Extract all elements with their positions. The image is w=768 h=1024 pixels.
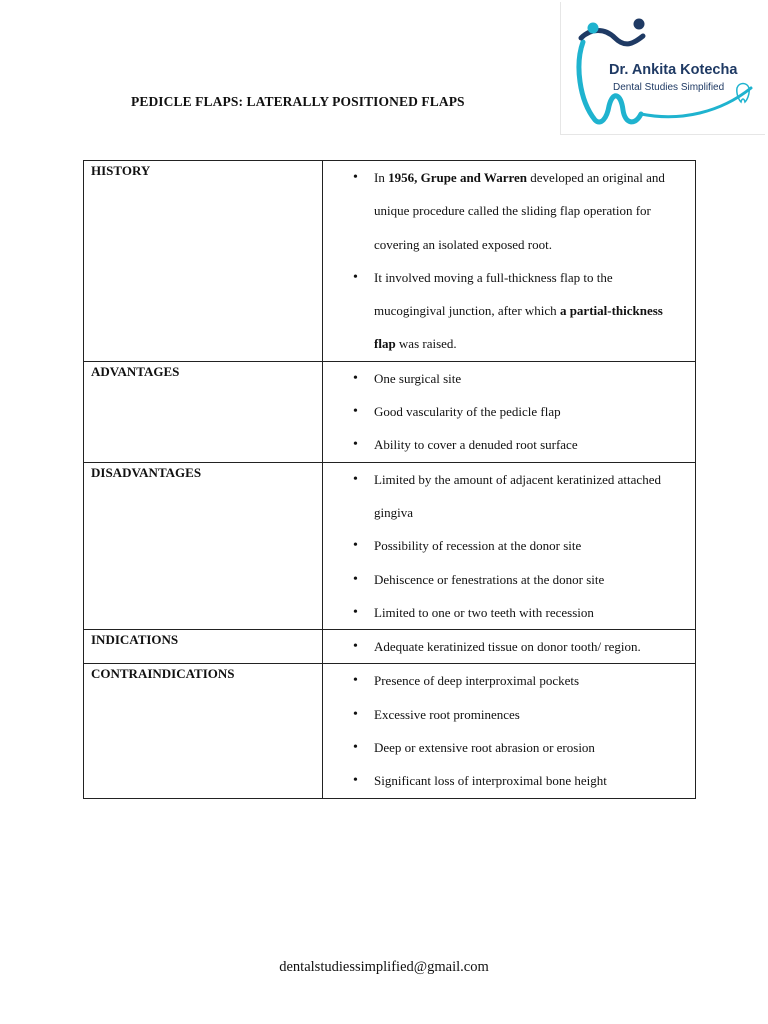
list-item <box>374 563 687 596</box>
list-item <box>374 731 687 764</box>
list-item <box>374 529 687 562</box>
row-content <box>323 630 696 664</box>
item-text: developed an original and unique procedure called the sliding flap operation for covering an isolated exposed root. <box>374 170 665 252</box>
row-label: CONTRAINDICATIONS <box>84 664 323 798</box>
list-item <box>374 428 687 461</box>
list-item <box>374 395 687 428</box>
row-label: DISADVANTAGES <box>84 462 323 629</box>
item-text: Limited by the amount of adjacent keratinized attached gingiva <box>374 471 661 520</box>
item-text: Significant loss of interproximal bone height <box>374 773 607 789</box>
bullet-list <box>323 463 695 629</box>
bullet-list <box>323 161 695 361</box>
list-item <box>374 698 687 731</box>
item-text: Limited to one or two teeth with recession <box>374 604 594 620</box>
table-row <box>84 630 696 664</box>
table-row <box>84 361 696 462</box>
table-row <box>84 161 696 362</box>
row-content <box>323 361 696 462</box>
table-body <box>84 161 696 799</box>
list-item <box>374 362 687 395</box>
emphasis-text: a partial-thickness flap <box>374 303 663 352</box>
item-text: Dehiscence or fenestrations at the donor site <box>374 571 605 587</box>
item-text: Adequate keratinized tissue on donor tooth/ region. <box>374 639 641 655</box>
item-text: Deep or extensive root abrasion or erosion <box>374 740 595 756</box>
item-text: Good vascularity of the pedicle flap <box>374 404 561 420</box>
bullet-list <box>323 362 695 462</box>
item-text: was raised. <box>395 336 457 352</box>
item-text: Ability to cover a denuded root surface <box>374 437 578 453</box>
item-text: In <box>374 170 389 185</box>
list-item <box>374 764 687 797</box>
bullet-list <box>323 664 695 797</box>
page-title: PEDICLE FLAPS: LATERALLY POSITIONED FLAPS <box>131 94 465 109</box>
logo-name: Dr. Ankita Kotecha <box>609 62 738 78</box>
table-row <box>84 462 696 629</box>
table-row <box>84 664 696 798</box>
flaps-table <box>83 160 696 799</box>
row-label: ADVANTAGES <box>84 361 323 462</box>
row-content <box>323 462 696 629</box>
row-label: HISTORY <box>84 161 323 362</box>
list-item <box>374 463 687 530</box>
row-label: INDICATIONS <box>84 630 323 664</box>
list-item <box>374 261 687 361</box>
item-text: Presence of deep interproximal pockets <box>374 673 580 689</box>
brand-logo <box>560 2 765 135</box>
item-text: Excessive root prominences <box>374 706 520 722</box>
row-content <box>323 161 696 362</box>
emphasis-text: 1956, Grupe and Warren <box>388 170 528 185</box>
logo-tagline: Dental Studies Simplified <box>613 82 725 93</box>
item-text: Possibility of recession at the donor site <box>374 538 582 554</box>
list-item <box>374 664 687 697</box>
item-text: One surgical site <box>374 370 462 386</box>
list-item <box>374 161 687 261</box>
footer-email: dentalstudiessimplified@gmail.com <box>279 959 489 975</box>
list-item <box>374 596 687 629</box>
bullet-list <box>323 630 695 663</box>
list-item <box>374 630 687 663</box>
row-content <box>323 664 696 798</box>
item-text: It involved moving a full-thickness flap to the mucogingival junction, after which <box>374 269 613 319</box>
